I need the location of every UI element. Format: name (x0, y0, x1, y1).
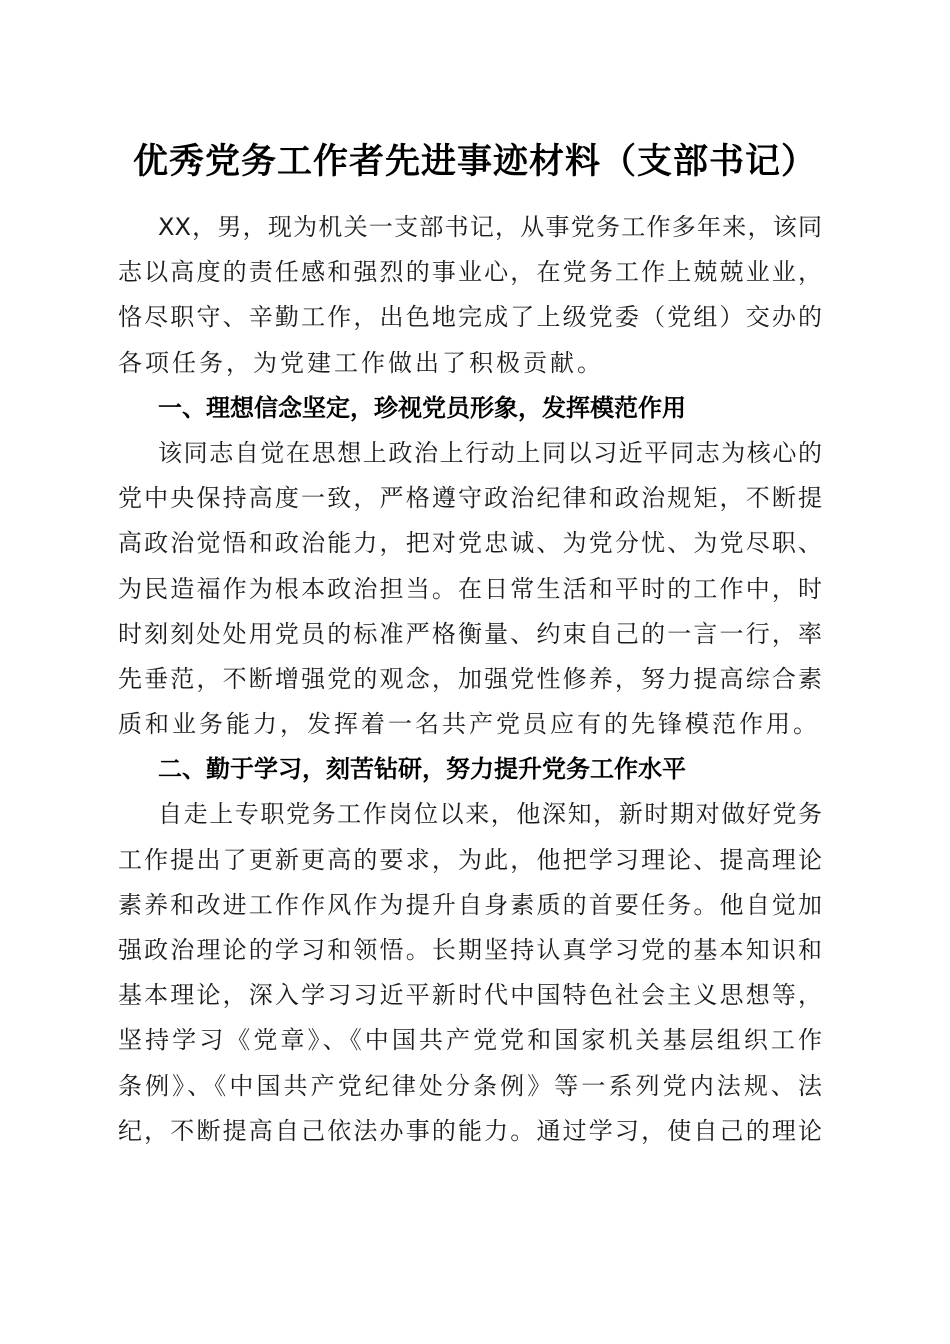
document-title: 优秀党务工作者先进事迹材料（支部书记） (132, 141, 817, 182)
paragraph-line: 素养和改进工作作风作为提升自身素质的首要任务。他自觉加 (118, 890, 822, 919)
paragraph-line: 基本理论，深入学习习近平新时代中国特色社会主义思想等， (118, 981, 822, 1010)
paragraph-line: 为民造福作为根本政治担当。在日常生活和平时的工作中，时 (118, 574, 822, 603)
section1-paragraph (118, 431, 822, 747)
paragraph-line: 时刻刻处处用党员的标准严格衡量、约束自己的一言一行，率 (118, 619, 822, 648)
paragraph-line: 纪，不断提高自己依法办事的能力。通过学习，使自己的理论 (118, 1116, 822, 1145)
paragraph-line: 坚持学习《党章》、《中国共产党党和国家机关基层组织工作 (118, 1026, 822, 1055)
paragraph-line: 强政治理论的学习和领悟。长期坚持认真学习党的基本知识和 (118, 936, 822, 964)
paragraph-line: 党中央保持高度一致，严格遵守政治纪律和政治规矩，不断提 (118, 484, 822, 513)
section-heading-1: 一、理想信念坚定，珍视党员形象，发挥模范作用 (158, 393, 686, 422)
paragraph-line: 自走上专职党务工作岗位以来，他深知，新时期对做好党务 (158, 800, 822, 829)
paragraph-line: 条例》、《中国共产党纪律处分条例》等一系列党内法规、法 (118, 1071, 822, 1100)
paragraph-line: 先垂范，不断增强党的观念，加强党性修养，努力提高综合素 (118, 664, 822, 693)
paragraph-line: 工作提出了更新更高的要求，为此，他把学习理论、提高理论 (118, 845, 822, 874)
paragraph-line: 高政治觉悟和政治能力，把对党忠诚、为党分忧、为党尽职、 (118, 529, 822, 558)
paragraph-line: 恪尽职守、辛勤工作，出色地完成了上级党委（党组）交办的 (118, 303, 822, 332)
paragraph-line: 志以高度的责任感和强烈的事业心，在党务工作上兢兢业业， (118, 258, 822, 287)
document-body (118, 205, 822, 1154)
paragraph-line: 各项任务，为党建工作做出了积极贡献。 (118, 348, 604, 377)
paragraph-line: 质和业务能力，发挥着一名共产党员应有的先锋模范作用。 (118, 710, 820, 739)
section2-paragraph (118, 792, 822, 1154)
section-heading-2: 二、勤于学习，刻苦钻研，努力提升党务工作水平 (158, 755, 686, 784)
intro-paragraph (118, 205, 822, 386)
paragraph-line: XX，男，现为机关一支部书记，从事党务工作多年来，该同 (158, 213, 822, 241)
paragraph-line: 该同志自觉在思想上政治上行动上同以习近平同志为核心的 (158, 438, 822, 467)
